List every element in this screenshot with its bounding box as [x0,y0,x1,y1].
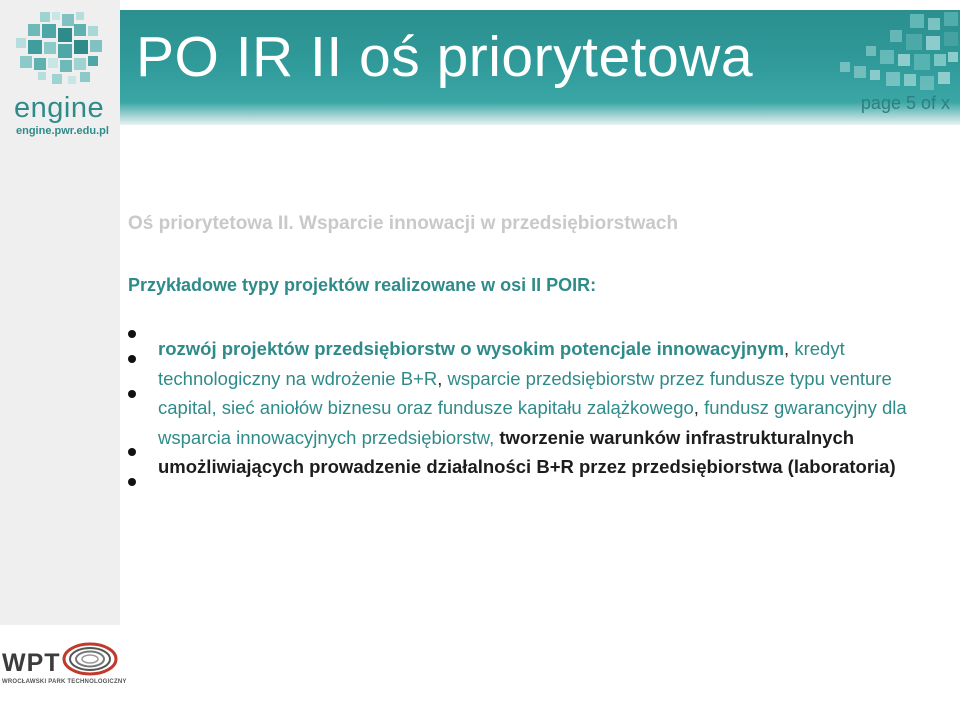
section-subheading: Przykładowe typy projektów realizowane w osi II POIR: [128,275,597,295]
bullet-dot-icon [128,330,136,338]
swirl-logo-icon [52,635,118,679]
bullet-dot-icon [128,390,136,398]
mosaic-decoration-icon [770,10,960,100]
mosaic-logo-icon [12,10,108,94]
sidebar [0,0,127,707]
bullet-item-3: wsparcie przedsiębiorstw przez fundusze typu venture capital [158,367,892,418]
bullet-dot-icon [128,355,136,363]
bullet-item-1: rozwój projektów przedsiębiorstw o wysokim potencjale innowacyjnym [158,338,785,359]
section-heading: Oś priorytetowa II. Wsparcie innowacji w przedsiębiorstwach [128,213,679,234]
title-banner [120,10,960,125]
bullet-item-2: kredyt technologiczny na wdrożenie [158,338,845,389]
wpt-logo [0,625,127,707]
engine-logo-url: engine.pwr.edu.pl [16,125,109,137]
engine-logo-text: engine [14,92,105,124]
bullet-text: rozwój projektów przedsiębiorstw o wysokim potencjale innowacyjnym, kredyt technologiczny na wdrożenie B+R, wsparcie przedsiębiorstw przez fundusze typu venture capital, sieć aniołów biznesu oraz fundusze kapitału zalążkowego, fundusz gwarancyjny dla wsparcia innowacyjnych przedsiębiorstw, tworzenie warunków infrastrukturalnych umożliwiających prowadzenie działalności B+R przez przedsiębiorstwa (laboratoria) [158,338,907,477]
wpt-logo-subtitle: WROCŁAWSKI PARK TECHNOLOGICZNY [2,679,127,685]
bullet-item-3-rest: , sieć aniołów biznesu oraz fundusze kapitału zalążkowego [211,397,694,418]
page-number: page 5 of x [860,93,950,113]
bullet-item-5: tworzenie warunków infrastrukturalnych umożliwiających prowadzenie działalności B+R przez przedsiębiorstwa (laboratoria) [158,426,896,477]
bullet-list [128,330,928,550]
engine-logo [10,10,110,135]
bullet-item-2-br: B+R [400,367,438,389]
bullet-dot-icon [128,448,136,456]
bullet-item-4: fundusz gwarancyjny dla wsparcia innowacyjnych przedsiębiorstw, [158,397,907,448]
page-title: PO IR II oś priorytetowa [136,25,754,89]
wpt-logo-text: WPT [2,649,61,677]
bullet-dot-icon [128,478,136,486]
